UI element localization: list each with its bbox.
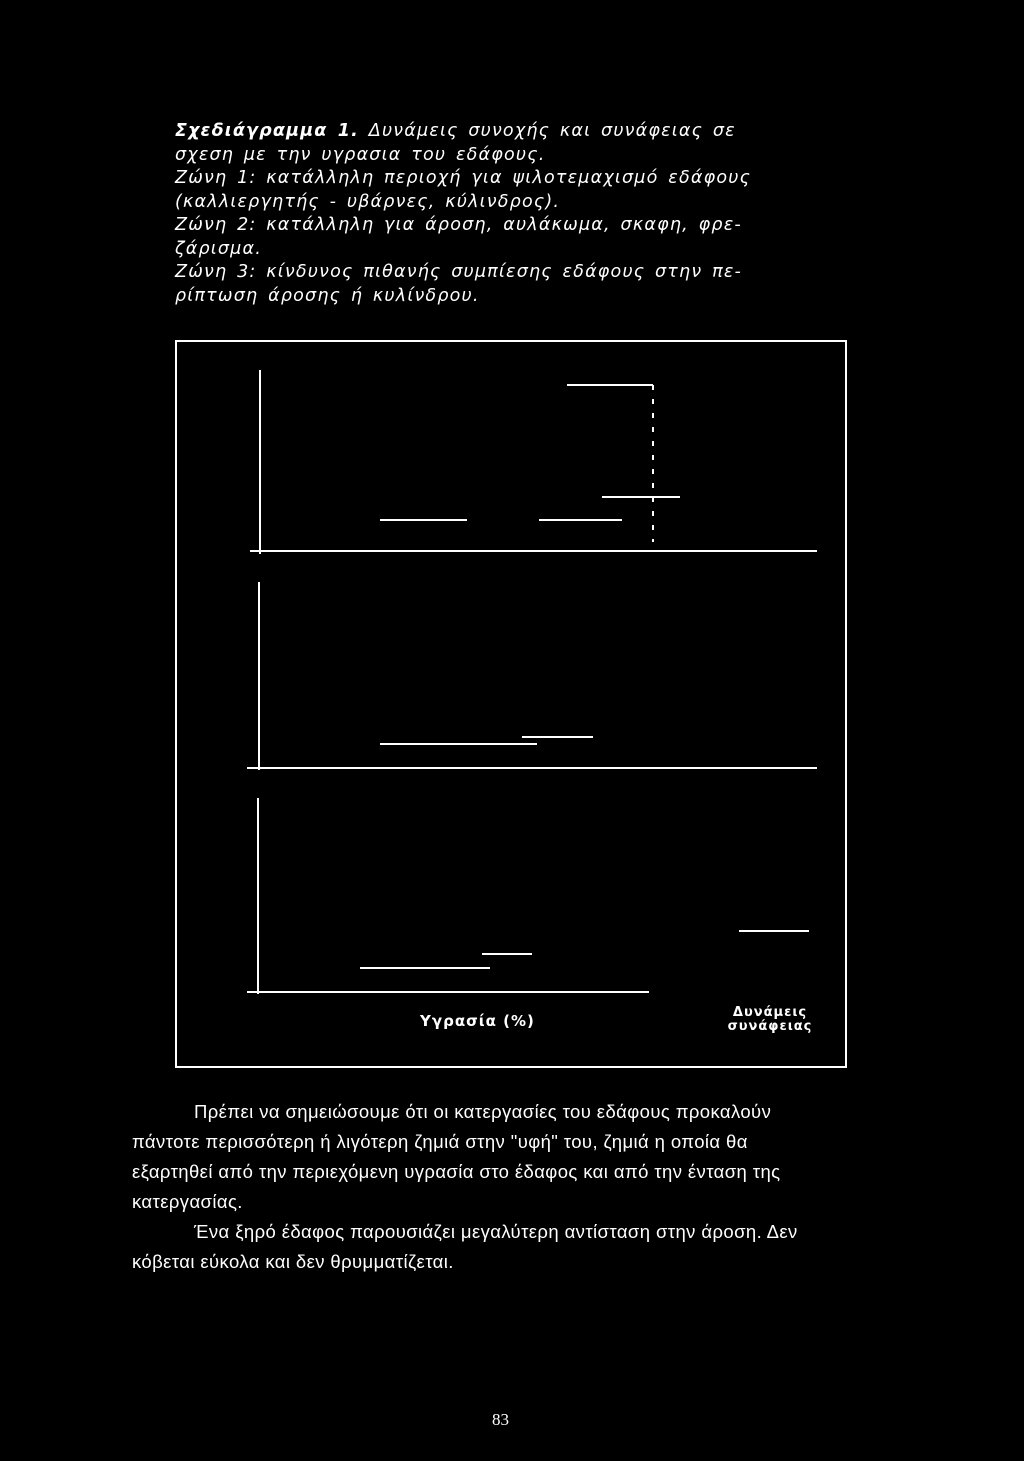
caption-line-2: σχεση με την υγρασια του εδάφους. xyxy=(175,144,546,165)
x-axis-label: Υγρασία (%) xyxy=(420,1012,535,1030)
caption-line-4: (καλλιεργητής - υβάρνες, κύλινδρος). xyxy=(175,191,561,212)
caption-line-5: Ζώνη 2: κατάλληλη για άροση, αυλάκωμα, σκαφη, φρε- xyxy=(175,215,742,235)
caption-text: Δυνάμεις συνοχής και συνάφειας σε xyxy=(359,121,736,141)
figure-caption xyxy=(175,120,855,308)
paragraph1-line-3: εξαρτηθεί από την περιεχόμενη υγρασία στο έδαφος και από την ένταση της xyxy=(132,1161,781,1182)
paragraph1-line-4: κατεργασίας. xyxy=(132,1191,243,1212)
diagram-frame xyxy=(175,340,847,1068)
adhesion-label-line1: Δυνάμεις xyxy=(732,1005,808,1020)
caption-line-7: Ζώνη 3: κίνδυνος πιθανής συμπίεσης εδάφους στην πε- xyxy=(175,262,742,282)
adhesion-forces-label xyxy=(715,1006,825,1034)
caption-line-3: Ζώνη 1: κατάλληλη περιοχή για ψιλοτεμαχισμό εδάφους xyxy=(175,168,752,188)
paragraph1-line-2: πάντοτε περισσότερη ή λιγότερη ζημιά στην "υφή" του, ζημιά η οποία θα xyxy=(132,1131,748,1152)
caption-title: Σχεδιάγραμμα 1. xyxy=(175,121,360,141)
paragraph1-line-1: Πρέπει να σημειώσουμε ότι οι κατεργασίες του εδάφους προκαλούν xyxy=(194,1101,772,1122)
caption-line-8: ρίπτωση άροσης ή κυλίνδρου. xyxy=(175,285,480,306)
caption-line-1 xyxy=(175,120,855,144)
paragraph2-line-2: κόβεται εύκολα και δεν θρυμματίζεται. xyxy=(132,1251,454,1272)
page-number: 83 xyxy=(492,1410,509,1429)
body-text xyxy=(132,1097,892,1277)
adhesion-label-line2: συνάφειας xyxy=(727,1019,813,1034)
caption-line-6: ζάρισμα. xyxy=(175,238,263,259)
diagram-svg xyxy=(177,342,849,1070)
paragraph2-line-1: Ένα ξηρό έδαφος παρουσιάζει μεγαλύτερη αντίσταση στην άροση. Δεν xyxy=(194,1221,798,1242)
